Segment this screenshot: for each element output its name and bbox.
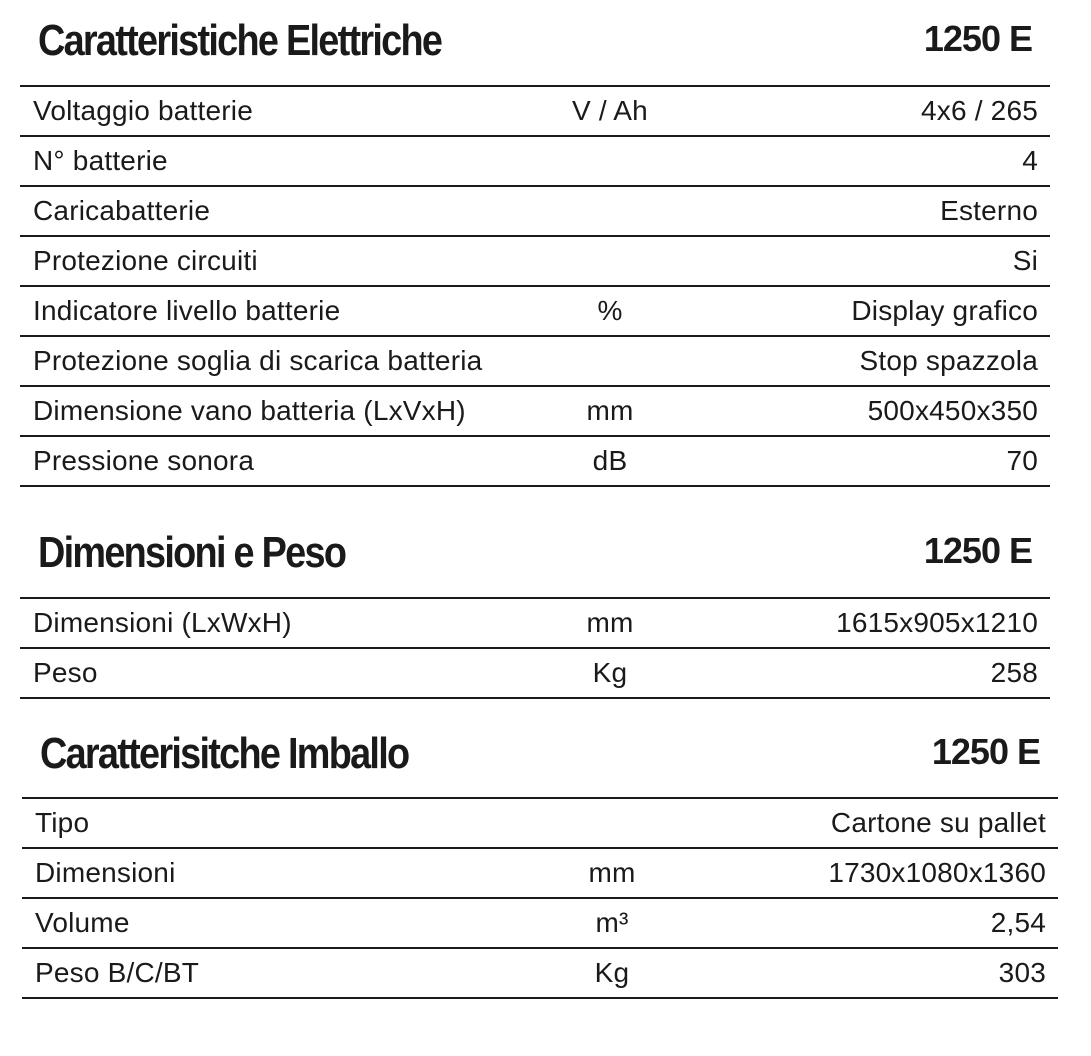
- section-title: Caratteristiche Elettriche: [38, 16, 442, 65]
- row-label: Caricabatterie: [33, 195, 211, 226]
- section-header: [22, 725, 1058, 778]
- row-value: Si: [1012, 245, 1038, 276]
- table-row: [20, 649, 1050, 699]
- section-dimensions: [20, 524, 1050, 577]
- row-label: Protezione circuiti: [33, 245, 258, 276]
- row-unit: [570, 187, 650, 235]
- section-electrical: [20, 12, 1050, 65]
- row-value: Esterno: [940, 195, 1038, 226]
- row-unit: Kg: [594, 957, 630, 988]
- row-label: Peso: [33, 657, 98, 688]
- row-value: 4: [1022, 145, 1038, 176]
- row-label: Dimensioni (LxWxH): [33, 607, 292, 638]
- row-label: Tipo: [35, 807, 90, 838]
- row-unit: [570, 337, 650, 385]
- spec-table-dimensions: [20, 597, 1050, 699]
- row-unit: mm: [586, 395, 634, 426]
- row-value: 1730x1080x1360: [828, 857, 1046, 888]
- table-row: [20, 287, 1050, 337]
- row-label: Dimensione vano batteria (LxVxH): [33, 395, 466, 426]
- table-row: [22, 849, 1058, 899]
- table-row: [20, 187, 1050, 237]
- row-label: Peso B/C/BT: [35, 957, 200, 988]
- row-value: Cartone su pallet: [830, 807, 1046, 838]
- row-value: 2,54: [990, 907, 1046, 938]
- row-unit: [572, 799, 652, 847]
- section-header: [20, 12, 1050, 65]
- table-row: [20, 237, 1050, 287]
- model-label: 1250 E: [923, 530, 1032, 571]
- row-value: 4x6 / 265: [921, 95, 1038, 126]
- row-value: Display grafico: [851, 295, 1038, 326]
- table-row: [20, 87, 1050, 137]
- table-row: [20, 337, 1050, 387]
- model-label: 1250 E: [931, 731, 1040, 772]
- table-row: [20, 387, 1050, 437]
- model-label: 1250 E: [923, 18, 1032, 59]
- row-label: Protezione soglia di scarica batteria: [33, 345, 483, 376]
- row-value: 500x450x350: [867, 395, 1038, 426]
- row-label: Dimensioni: [35, 857, 176, 888]
- section-title: Caratterisitche Imballo: [40, 729, 409, 778]
- row-unit: mm: [588, 857, 636, 888]
- table-row: [22, 799, 1058, 849]
- row-value: Stop spazzola: [859, 345, 1038, 376]
- spec-table-packaging: [22, 797, 1058, 999]
- row-value: 1615x905x1210: [836, 607, 1038, 638]
- table-row: [22, 949, 1058, 999]
- section-title: Dimensioni e Peso: [38, 528, 346, 577]
- row-unit: [570, 137, 650, 185]
- row-unit: mm: [586, 607, 634, 638]
- row-value: 258: [990, 657, 1038, 688]
- row-label: Volume: [35, 907, 130, 938]
- row-value: 70: [1006, 445, 1038, 476]
- table-row: [22, 899, 1058, 949]
- section-header: [20, 524, 1050, 577]
- table-row: [20, 599, 1050, 649]
- table-row: [20, 137, 1050, 187]
- row-label: Voltaggio batterie: [33, 95, 253, 126]
- row-unit: Kg: [592, 657, 628, 688]
- row-label: N° batterie: [33, 145, 168, 176]
- row-unit: dB: [592, 445, 628, 476]
- row-unit: [570, 237, 650, 285]
- table-row: [20, 437, 1050, 487]
- spec-table-electrical: [20, 85, 1050, 487]
- row-value: 303: [998, 957, 1046, 988]
- row-unit: m³: [595, 907, 629, 938]
- section-packaging: [22, 725, 1058, 778]
- row-label: Pressione sonora: [33, 445, 255, 476]
- row-label: Indicatore livello batterie: [33, 295, 341, 326]
- row-unit: V / Ah: [572, 95, 648, 126]
- row-unit: %: [597, 295, 623, 326]
